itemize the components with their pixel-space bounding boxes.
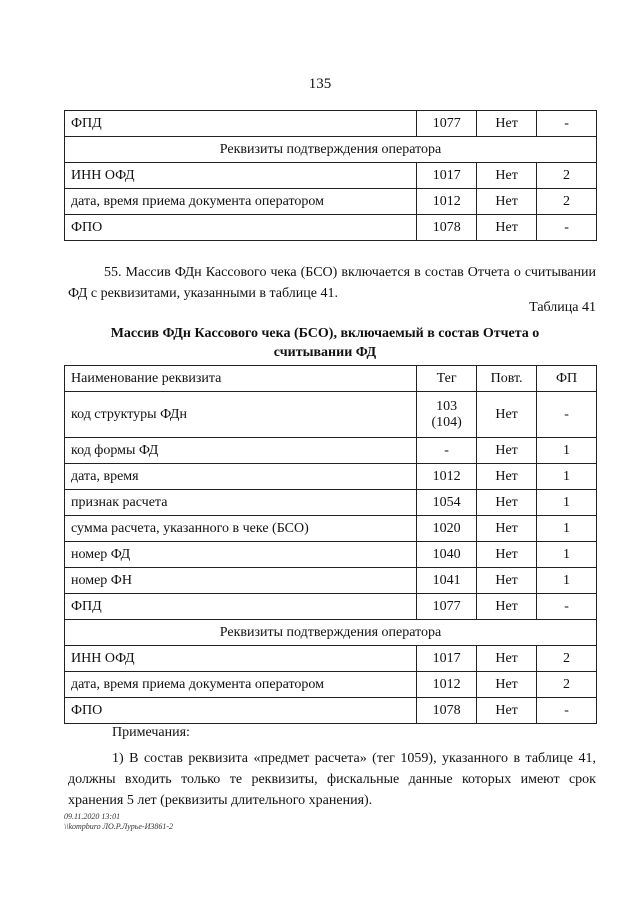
cell-tag: 1017 bbox=[417, 163, 477, 189]
main-table bbox=[64, 365, 597, 724]
section-heading-cell: Реквизиты подтверждения оператора bbox=[65, 620, 597, 646]
cell-tag: 1077 bbox=[417, 111, 477, 137]
cell-name: номер ФН bbox=[65, 568, 417, 594]
header-rep: Повт. bbox=[477, 366, 537, 392]
cell-fp: 1 bbox=[537, 542, 597, 568]
cell-name: ФПО bbox=[65, 215, 417, 241]
cell-name: ИНН ОФД bbox=[65, 163, 417, 189]
cell-rep: Нет bbox=[477, 464, 537, 490]
cell-tag: 1020 bbox=[417, 516, 477, 542]
table-row bbox=[65, 438, 597, 464]
stamp-date: 09.11.2020 13:01 bbox=[64, 812, 121, 821]
table-row bbox=[65, 568, 597, 594]
cell-name: дата, время приема документа оператором bbox=[65, 189, 417, 215]
cell-fp: 1 bbox=[537, 438, 597, 464]
cell-fp: - bbox=[537, 594, 597, 620]
table-row bbox=[65, 464, 597, 490]
cell-name: признак расчета bbox=[65, 490, 417, 516]
cell-rep: Нет bbox=[477, 542, 537, 568]
table-row bbox=[65, 672, 597, 698]
table-title: Массив ФДн Кассового чека (БСО), включаемый в состав Отчета о считывании ФД bbox=[110, 326, 540, 360]
cell-rep: Нет bbox=[477, 111, 537, 137]
cell-fp: 2 bbox=[537, 189, 597, 215]
cell-rep: Нет bbox=[477, 490, 537, 516]
cell-tag: 1012 bbox=[417, 672, 477, 698]
table-row bbox=[65, 111, 597, 137]
section-heading-cell: Реквизиты подтверждения оператора bbox=[65, 137, 597, 163]
cell-rep: Нет bbox=[477, 516, 537, 542]
cell-rep: Нет bbox=[477, 646, 537, 672]
paragraph-55: 55. Массив ФДн Кассового чека (БСО) включается в состав Отчета о считывании ФД с реквизитами, указанными в таблице 41. bbox=[68, 265, 596, 301]
cell-rep: Нет bbox=[477, 189, 537, 215]
cell-fp: - bbox=[537, 392, 597, 438]
cell-name: дата, время приема документа оператором bbox=[65, 672, 417, 698]
cell-name: код формы ФД bbox=[65, 438, 417, 464]
cell-name: ИНН ОФД bbox=[65, 646, 417, 672]
table-row bbox=[65, 392, 597, 438]
cell-fp: 2 bbox=[537, 163, 597, 189]
note-1: 1) В состав реквизита «предмет расчета» (тег 1059), указанного в таблице 41, должны входить только те реквизиты, фискальные данные которых имеют срок хранения 5 лет (реквизиты длительного хранения). bbox=[68, 751, 596, 808]
notes-heading: Примечания: bbox=[112, 725, 190, 740]
header-fp: ФП bbox=[537, 366, 597, 392]
table-row bbox=[65, 594, 597, 620]
table-row bbox=[65, 698, 597, 724]
cell-rep: Нет bbox=[477, 215, 537, 241]
cell-tag: - bbox=[417, 438, 477, 464]
table-header-row bbox=[65, 366, 597, 392]
cell-rep: Нет bbox=[477, 438, 537, 464]
cell-tag: 1077 bbox=[417, 594, 477, 620]
cell-rep: Нет bbox=[477, 594, 537, 620]
cell-name: номер ФД bbox=[65, 542, 417, 568]
cell-fp: - bbox=[537, 215, 597, 241]
cell-rep: Нет bbox=[477, 698, 537, 724]
table-row bbox=[65, 215, 597, 241]
table-label: Таблица 41 bbox=[529, 300, 596, 315]
table-row bbox=[65, 542, 597, 568]
stamp-path: \\kompburo ЛО.Р.Лурье-И3861-2 bbox=[64, 822, 174, 831]
cell-tag: 1017 bbox=[417, 646, 477, 672]
cell-fp: - bbox=[537, 111, 597, 137]
table-row bbox=[65, 189, 597, 215]
cell-tag: 1078 bbox=[417, 215, 477, 241]
cell-tag: 1054 bbox=[417, 490, 477, 516]
page-number: 135 bbox=[308, 76, 332, 92]
cell-rep: Нет bbox=[477, 163, 537, 189]
table-row bbox=[65, 516, 597, 542]
cell-fp: 1 bbox=[537, 516, 597, 542]
cell-fp: 1 bbox=[537, 490, 597, 516]
header-tag: Тег bbox=[417, 366, 477, 392]
cell-tag: 103 (104) bbox=[417, 392, 477, 438]
cell-fp: - bbox=[537, 698, 597, 724]
cell-tag: 1012 bbox=[417, 464, 477, 490]
cell-rep: Нет bbox=[477, 672, 537, 698]
top-table bbox=[64, 110, 597, 241]
cell-name: ФПД bbox=[65, 111, 417, 137]
table-row bbox=[65, 490, 597, 516]
cell-name: ФПО bbox=[65, 698, 417, 724]
cell-tag: 1078 bbox=[417, 698, 477, 724]
cell-tag: 1012 bbox=[417, 189, 477, 215]
cell-fp: 1 bbox=[537, 464, 597, 490]
cell-tag: 1041 bbox=[417, 568, 477, 594]
cell-name: дата, время bbox=[65, 464, 417, 490]
cell-tag: 1040 bbox=[417, 542, 477, 568]
table-row bbox=[65, 163, 597, 189]
header-name: Наименование реквизита bbox=[65, 366, 417, 392]
cell-fp: 2 bbox=[537, 646, 597, 672]
cell-name: ФПД bbox=[65, 594, 417, 620]
table-row bbox=[65, 137, 597, 163]
cell-fp: 2 bbox=[537, 672, 597, 698]
cell-fp: 1 bbox=[537, 568, 597, 594]
cell-rep: Нет bbox=[477, 392, 537, 438]
table-row bbox=[65, 620, 597, 646]
cell-rep: Нет bbox=[477, 568, 537, 594]
cell-name: сумма расчета, указанного в чеке (БСО) bbox=[65, 516, 417, 542]
table-row bbox=[65, 646, 597, 672]
cell-name: код структуры ФДн bbox=[65, 392, 417, 438]
